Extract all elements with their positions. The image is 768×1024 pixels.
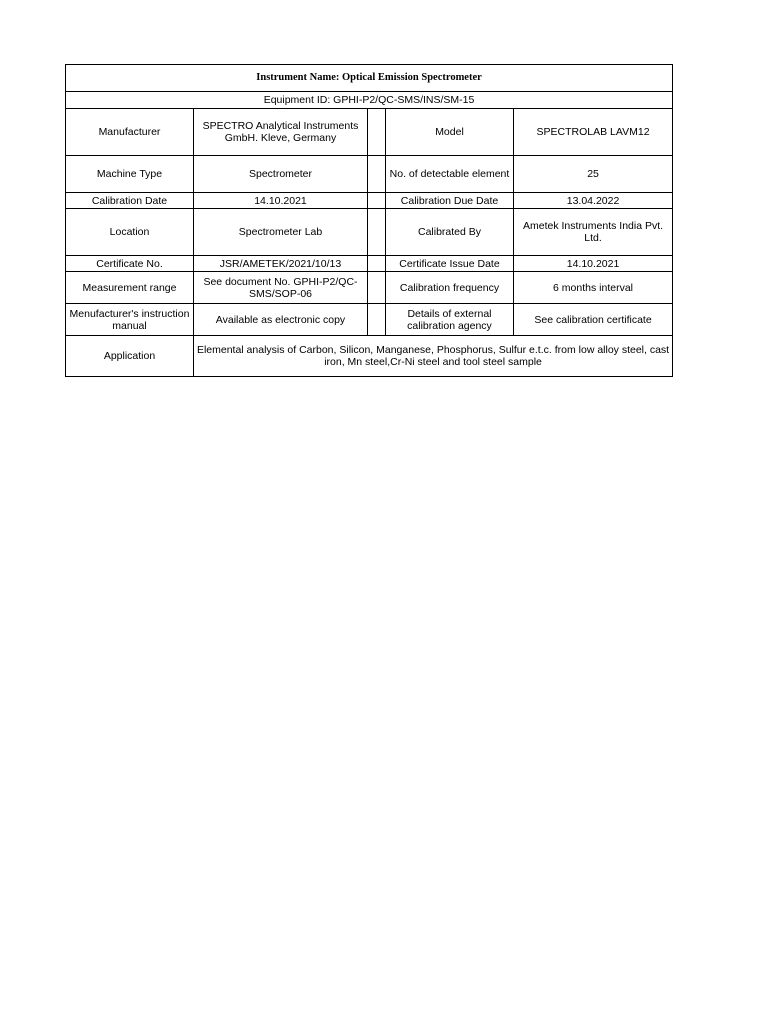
row-value-detectable-elements: 25 [514, 156, 673, 193]
row-label-manufacturer: Manufacturer [66, 109, 194, 156]
row-value-certificate-no: JSR/AMETEK/2021/10/13 [194, 256, 368, 272]
row-label-measurement-range: Measurement range [66, 272, 194, 304]
row-label-external-agency: Details of external calibration agency [386, 304, 514, 336]
row-value-model: SPECTROLAB LAVM12 [514, 109, 673, 156]
instrument-title: Instrument Name: Optical Emission Spectrometer [66, 65, 673, 92]
spacer-column [368, 256, 386, 272]
row-label-calibration-date: Calibration Date [66, 193, 194, 209]
table-row [66, 109, 673, 156]
row-value-application: Elemental analysis of Carbon, Silicon, Manganese, Phosphorus, Sulfur e.t.c. from low alloy steel, cast iron, Mn steel,Cr-Ni steel and tool steel sample [194, 336, 673, 377]
table-row [66, 193, 673, 209]
row-label-model: Model [386, 109, 514, 156]
equipment-id: Equipment ID: GPHI-P2/QC-SMS/INS/SM-15 [66, 92, 673, 109]
row-value-calibration-frequency: 6 months interval [514, 272, 673, 304]
table-row [66, 156, 673, 193]
row-label-instruction-manual: Menufacturer's instruction manual [66, 304, 194, 336]
spacer-column [368, 156, 386, 193]
row-label-calibration-frequency: Calibration frequency [386, 272, 514, 304]
spacer-column [368, 304, 386, 336]
table-row [66, 209, 673, 256]
row-value-calibration-due-date: 13.04.2022 [514, 193, 673, 209]
row-label-machine-type: Machine Type [66, 156, 194, 193]
spacer-column [368, 209, 386, 256]
row-label-detectable-elements: No. of detectable element [386, 156, 514, 193]
row-value-calibrated-by: Ametek Instruments India Pvt. Ltd. [514, 209, 673, 256]
row-value-location: Spectrometer Lab [194, 209, 368, 256]
row-value-certificate-issue-date: 14.10.2021 [514, 256, 673, 272]
row-label-location: Location [66, 209, 194, 256]
table-row [66, 336, 673, 377]
row-label-calibrated-by: Calibrated By [386, 209, 514, 256]
row-value-manufacturer: SPECTRO Analytical Instruments GmbH. Kleve, Germany [194, 109, 368, 156]
table-row [66, 272, 673, 304]
row-label-certificate-issue-date: Certificate Issue Date [386, 256, 514, 272]
table-row [66, 304, 673, 336]
row-label-calibration-due-date: Calibration Due Date [386, 193, 514, 209]
spacer-column [368, 272, 386, 304]
instrument-record-table [65, 64, 673, 377]
spacer-column [368, 109, 386, 156]
row-label-certificate-no: Certificate No. [66, 256, 194, 272]
row-label-application: Application [66, 336, 194, 377]
row-value-instruction-manual: Available as electronic copy [194, 304, 368, 336]
spacer-column [368, 193, 386, 209]
row-value-machine-type: Spectrometer [194, 156, 368, 193]
table-row [66, 256, 673, 272]
row-value-external-agency: See calibration certificate [514, 304, 673, 336]
row-value-measurement-range: See document No. GPHI-P2/QC-SMS/SOP-06 [194, 272, 368, 304]
row-value-calibration-date: 14.10.2021 [194, 193, 368, 209]
